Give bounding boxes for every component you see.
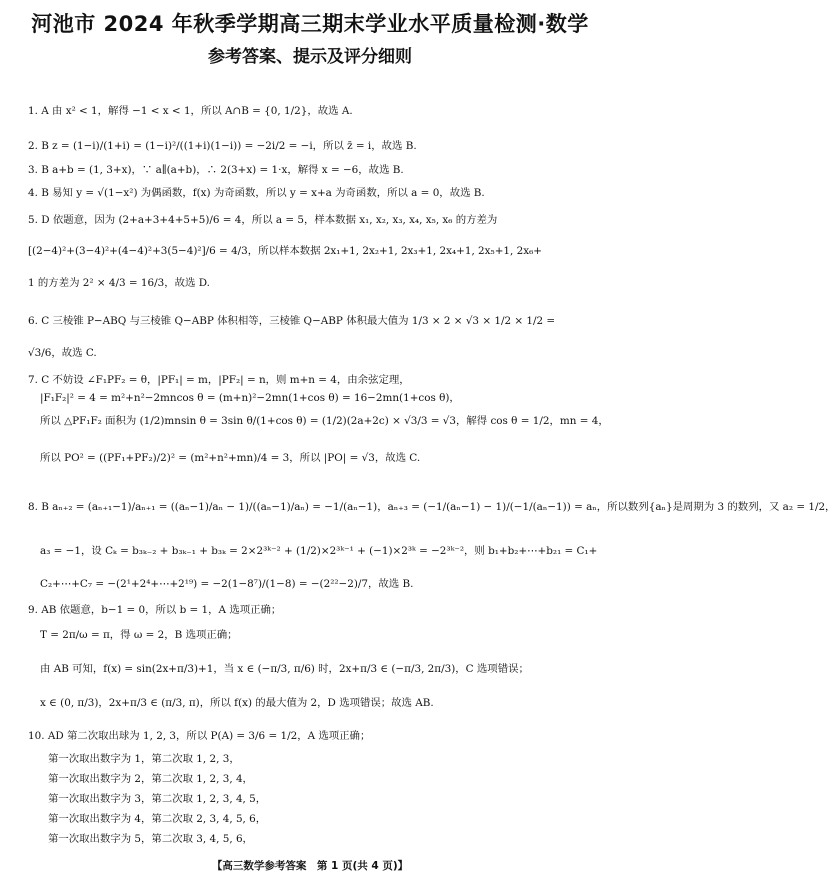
answer-10-case-2: 第一次取出数字为 2，第二次取 1, 2, 3, 4， (48, 773, 253, 785)
answer-8-line-3: C₂+⋯+C₇ = −(2¹+2⁴+⋯+2¹⁹) = −2(1−8⁷)/(1−8) = −(2²²−2)/7，故选 B. (40, 578, 414, 590)
answer-3: 3. B a+b = (1, 3+x)，∵ a∥(a+b)，∴ 2(3+x) = 1·x，解得 x = −6，故选 B. (28, 164, 404, 176)
answer-10-case-3: 第一次取出数字为 3，第二次取 1, 2, 3, 4, 5， (48, 793, 267, 805)
answer-7-line-4: 所以 PO² = ((PF₁+PF₂)/2)² = (m²+n²+mn)/4 = 3，所以 |PO| = √3，故选 C. (40, 452, 421, 464)
answer-2: 2. B z = (1−i)/(1+i) = (1−i)²/((1+i)(1−i)) = −2i/2 = −i，所以 z̄ = i，故选 B. (28, 140, 417, 152)
page-footer: 【高三数学参考答案 第 1 页(共 4 页)】 (211, 860, 409, 872)
answer-9-line-2: T = 2π/ω = π，得 ω = 2，B 选项正确； (40, 629, 238, 641)
answer-6-line-1: 6. C 三棱锥 P−ABQ 与三棱锥 Q−ABP 体积相等，三棱锥 Q−ABP 体积最大值为 1/3 × 2 × √3 × 1/2 × 1/2 = (28, 315, 556, 327)
page-subtitle: 参考答案、提示及评分细则 (208, 47, 412, 67)
answer-5-line-2: [(2−4)²+(3−4)²+(4−4)²+3(5−4)²]/6 = 4/3，所以样本数据 2x₁+1, 2x₂+1, 2x₃+1, 2x₄+1, 2x₅+1, 2x₆+ (28, 245, 542, 257)
answer-10-case-1: 第一次取出数字为 1，第二次取 1, 2, 3， (48, 753, 240, 765)
answer-10-line-1: 10. AD 第二次取出球为 1, 2, 3，所以 P(A) = 3/6 = 1/2，A 选项正确； (28, 730, 371, 742)
answer-5-line-3: 1 的方差为 2² × 4/3 = 16/3，故选 D. (28, 277, 210, 289)
answer-8-line-2: a₃ = −1，设 Cₖ = b₃ₖ₋₂ + b₃ₖ₋₁ + b₃ₖ = 2×2³ᵏ⁻² + (1/2)×2³ᵏ⁻¹ + (−1)×2³ᵏ = −2³ᵏ⁻²，则 b₁+b₂+⋯+b₂₁ = C₁+ (40, 545, 598, 557)
page-title: 河池市 2024 年秋季学期高三期末学业水平质量检测·数学 (31, 12, 589, 36)
answer-9-line-4: x ∈ (0, π/3)，2x+π/3 ∈ (π/3, π)，所以 f(x) 的最大值为 2，D 选项错误；故选 AB. (40, 697, 434, 709)
answer-9-line-1: 9. AB 依题意，b−1 = 0，所以 b = 1，A 选项正确； (28, 604, 282, 616)
answer-1: 1. A 由 x² < 1，解得 −1 < x < 1，所以 A∩B = {0, 1/2}，故选 A. (28, 105, 353, 117)
answer-7-line-2: |F₁F₂|² = 4 = m²+n²−2mncos θ = (m+n)²−2mn(1+cos θ) = 16−2mn(1+cos θ)， (40, 392, 460, 404)
answer-10-case-5: 第一次取出数字为 5，第二次取 3, 4, 5, 6， (48, 833, 253, 845)
answer-6-line-2: √3/6，故选 C. (28, 347, 97, 359)
answer-7-line-1: 7. C 不妨设 ∠F₁PF₂ = θ，|PF₁| = m，|PF₂| = n，则 m+n = 4，由余弦定理， (28, 374, 410, 386)
answer-9-line-3: 由 AB 可知，f(x) = sin(2x+π/3)+1，当 x ∈ (−π/3, π/6) 时，2x+π/3 ∈ (−π/3, 2π/3)，C 选项错误； (40, 663, 529, 675)
answer-5-line-1: 5. D 依题意，因为 (2+a+3+4+5+5)/6 = 4，所以 a = 5，样本数据 x₁, x₂, x₃, x₄, x₅, x₆ 的方差为 (28, 214, 498, 226)
answer-4: 4. B 易知 y = √(1−x²) 为偶函数，f(x) 为奇函数，所以 y = x+a 为奇函数，所以 a = 0，故选 B. (28, 187, 485, 199)
answer-7-line-3: 所以 △PF₁F₂ 面积为 (1/2)mnsin θ = 3sin θ/(1+cos θ) = (1/2)(2a+2c) × √3/3 = √3，解得 cos θ = 1/2，mn = 4， (40, 415, 609, 427)
answer-8-line-1: 8. B aₙ₊₂ = (aₙ₊₁−1)/aₙ₊₁ = ((aₙ−1)/aₙ − 1)/((aₙ−1)/aₙ) = −1/(aₙ−1)，aₙ₊₃ = (−1/(aₙ−1) − 1)/(−1/(aₙ−1)) = aₙ，所以数列{aₙ}是周期为 3 的数列，又 a₂ = 1/2， (28, 501, 835, 513)
answer-10-case-4: 第一次取出数字为 4，第二次取 2, 3, 4, 5, 6， (48, 813, 267, 825)
